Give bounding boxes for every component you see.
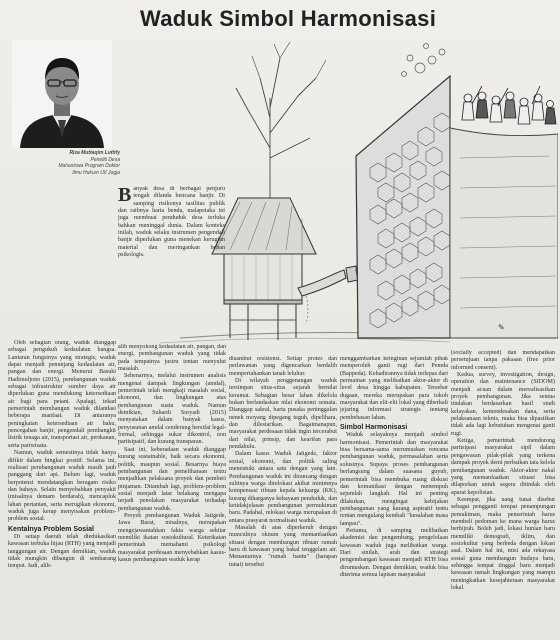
paragraph: menggambarkan keinginan sejumlah pihak memperoleh ganti rugi dari Pemda (Bappeda). Kehadirannya tidak terlepas dari permainan yang melibatkan aktor-aktor di level desa hingga kabupaten. Tersebar dugaan, mereka merupakan para tokoh masyarakat dan elit-elit lokal yang diberkali jejaring informasi strategis tentang pembebasan lahan. bbox=[340, 356, 448, 421]
bare-tree-drawing bbox=[236, 42, 326, 198]
article-headline: Waduk Simbol Harmonisasi bbox=[140, 6, 437, 31]
paragraph: alih menyokong kedaulatan air, pangan, dan energi, pembangunan waduk yang tidak pada tempatnya justru tentan menyulut masalah. bbox=[118, 344, 226, 373]
subheading: Simbol Harmonisasi bbox=[340, 424, 408, 432]
stilt-hut-drawing bbox=[212, 198, 316, 340]
paragraph: Ketiga, pemerintah mendorong partisipasi masyarakat sipil dalam pengawasan pilak-pilak yang terkena dampak proyek demi perbaikan tata kelola pembangunan waduk. Aktor-aktor nakal yang memanfaatkan situasi bisa dilaporkan untuk segera ditindak oleh aparat kepolisian. bbox=[451, 438, 555, 496]
author-photo bbox=[12, 40, 112, 148]
paragraph: Saat ini, keberadaan waduk dianggap kurang sustainable, baik secara ekonomi, politik, maupun sosial. Besarnya biaya pembangunan dan pemeliharaan tentu menjadikan pelaksana proyek dan pemberi pinjaman. Ditambah lagi, problem-problem sosial menjadi latar belakang mengapa terjadi penolakan masyarakat terhadap pembangunan waduk. bbox=[118, 446, 226, 512]
drop-cap: B bbox=[118, 186, 132, 206]
paragraph: Proyek pembangunan Waduk Jatigede, Jawa Barat, misalnya, merupakan mengejawantahkan fakta warga sekitar memiliki ikatan sosiokultural. Keterikatan pemerintah memahami psikologi masyarakat perdesaan menyebabkan kasus-kasus pembangunan waduk kerap bbox=[118, 512, 226, 563]
water-bubbles-drawing bbox=[402, 44, 446, 77]
subheading: Kentalnya Problem Sosial bbox=[8, 525, 94, 533]
paragraph: Keempat, jika uang tunai disebut sebagai pengganti tempat penampungan pemukiman, maka pemerintah harus membeli pedoman ke mana warga harus berhijrah. Boleh jadi, lokasi hunian baru memiliki demografi, iklim, dan sosiokultur yang berbeda dengan lokasi asal. Dalam hal ini, misi ada rekayasa sosial guna membangun budaya baru, sehingga tempat tinggal baru menjadi kawasan ramah lingkungan yang mampu meningkatkan kesejahteraan masyarakat lokal. bbox=[451, 496, 555, 591]
paragraph: (socially accepted) dan mendapatkan persetujuan tanpa paksaan (free prior informed consent). bbox=[451, 350, 555, 371]
author-role: Peneliti Desa bbox=[90, 156, 120, 163]
paragraph: Namun, waduk semestinya tidak hanya difikir dalam bingkai positif. Selama ini, realisasi pembangunan waduk masih jauh panggang dari api. Belum lagi, waduk berpotensi mendatangkan beragam risiko dan bahaya. Selain menyebabkan penyakit (misalnya demam berdarah), mencaplok lahan pertanian, serta merugikan ekonomi, waduk juga kerap menyisakan problem-problem sosial. bbox=[8, 450, 116, 523]
paragraph: disambut resistensi. Setiap protes dan perlawanan yang digencarkan berdalih mempertahankan tanah leluhur. bbox=[229, 356, 337, 377]
paragraph: Oleh sebagian orang, waduk dianggap sebagai pengukuh kedaulatan bangsa. Lantaran fungsinya yang strategis, waduk dapat menjadi penunjang kedaulatan air, pangan dan energi. Menurut Basuki Hadimuljono (2015), pembangunan waduk sebagai infrastruktur sumber daya air diperlukan guna mendukung ketersediaan air bagi para petani. Apalagi, tekad pemerintah membangun waduk dilandasi beberapa manfaat. Di antaranya peningkatan ketersediaan air baku, pencegahan banjir, pengendali pembangkit listrik tenaga air, transportasi air, perikanan, serta pariwisata. bbox=[8, 340, 116, 449]
artist-signature: ✎ bbox=[498, 323, 505, 332]
author-role: Mahasiswa Program Doktor bbox=[58, 163, 120, 170]
author-portrait-image bbox=[12, 40, 112, 148]
article-column-2 bbox=[118, 344, 226, 638]
author-role: Ilmu Hukum UII Jogja bbox=[72, 169, 120, 176]
article-column-1a bbox=[118, 186, 225, 341]
article-column-5 bbox=[451, 350, 555, 638]
paragraph: Sebenarnya, melalui instrumen analisis mengenai dampak lingkungan (amdal), pemerintah telah mengkaji masalah sosial, ekonomi, dan lingkungan atas pembangunan suatu waduk. Namun demikian, Suhardi Suryadi (2015) menyatakan dalam banyak kasus, penyusunan amdal cenderung bersifat legal-formal, sehingga sukar dikontrol, non partisipatif, dan kurang transparan. bbox=[118, 373, 226, 446]
paragraph: Kedua, survey, investigation, design, operation dan maintenance (SIDOM) menjadi acuan dalam merealisasikan proyek pembangunan. Jika semua tindakan berdasarkan hasil studi kelayakan, kemendesakan dana, serta pelaksanaan teknis, maka bisa dipastikan tidak ada lagi kebutuhan mengenai ganti rugi. bbox=[451, 372, 555, 437]
paragraph: Di setiap daerah telah diedukasikan kawasan terbuka hijau (RTH) yang menjadi tanggungan air. Dengan demikian, waduk tidak mungkin dibangun di sembarang tempat. Jadi, alih- bbox=[8, 533, 116, 570]
article-column-4 bbox=[340, 356, 448, 638]
paragraph: Pertama, di samping melibatkan akademisi dan pengembang, pengelolaan kawasan waduk juga melibatkan warga. Dari sinilah, arah dan strategi pengembangan kawasan menjadi RTH bisa dirumuskan. Dengan demikian, waduk bisa diterima semua lapisan masyarakat bbox=[340, 527, 448, 578]
paragraph: Dalam kasus Waduk Jatigede, faktor sosial, ekonomi, dan politik saling menentuki antara satu dengan yang lain. Pembangunan waduk ini dirancang dengan sulitnya warga direlokasi akibat minimnya kompensasi ribuan kepala keluarga (KK), kurang diharganya kekayaan penduduk, dan ketidakjelasan pembangunan permukiman baru. Padahal, relokasi warga merupakan di antara prasyarat normalisasi waduk. bbox=[229, 451, 337, 524]
dam-wall-drawing bbox=[356, 76, 450, 338]
paragraph: Masalah di atas diperkeruh dengan munculnya oknum yang memanfaatkan situasi dengan membangun ribuan rumah baru di kawasan yang bakal tenggelam air. Menamurnya "rumah hantu" (harapan tunai) tersebut bbox=[229, 524, 337, 568]
author-name: Riza Muttaqim Luthfy bbox=[69, 150, 120, 156]
author-info bbox=[8, 150, 120, 176]
paragraph: Di wilayah penggenangan waduk tersimpan situs-situs sejarah bernilai keramat. Sebagian besar lahan dikelola bukan berlandaskan nilai ekonomi semata. Dianggap sakral, harta pusaka peninggalan nenek moyang dipegang teguh, dipelihara, dan dilestarikan. Bagaimanapun, masyarakat perdesaan tidak ingin tercerabut dari nilai, prinsip, dan kearifan para pendahulu. bbox=[229, 378, 337, 451]
article-column-1b bbox=[8, 340, 116, 638]
paragraph: Waduk selayaknya menjadi simbol harmonisasi. Pemerintah dan masyarakat bisa bersama-sama merumuskan rencana pembangunan waduk, permasalahan serta solusinya. Supaya proses pembangunan berlangsung dalam suasana guyub, pemerintah bisa membuka ruang diskusi dan komunikasi dengan menempuh sejumlah langkah. Hal ini penting dilakukan, mengingat kebijakan pembangunan yang kurang aspiratif tentu rentan mengulang kembali "kesalahan masa lampau". bbox=[340, 432, 448, 527]
people-crowd-drawing bbox=[462, 86, 556, 124]
paragraph: anyak desa di berbagai penjuru tengah dilanda bencana banjir. Di samping risikonya tasilitas publik dan raibnya harta benda, malapetaka ini juga membuat penduduk desa terluka bahkan meninggal dunia. Dalam konteks inilah, waduk selaku instrumen pengendali banjir diperlukan guna menekan kerugian material dan meringankan beban psikologis. bbox=[118, 186, 225, 259]
article-column-3 bbox=[229, 356, 337, 638]
